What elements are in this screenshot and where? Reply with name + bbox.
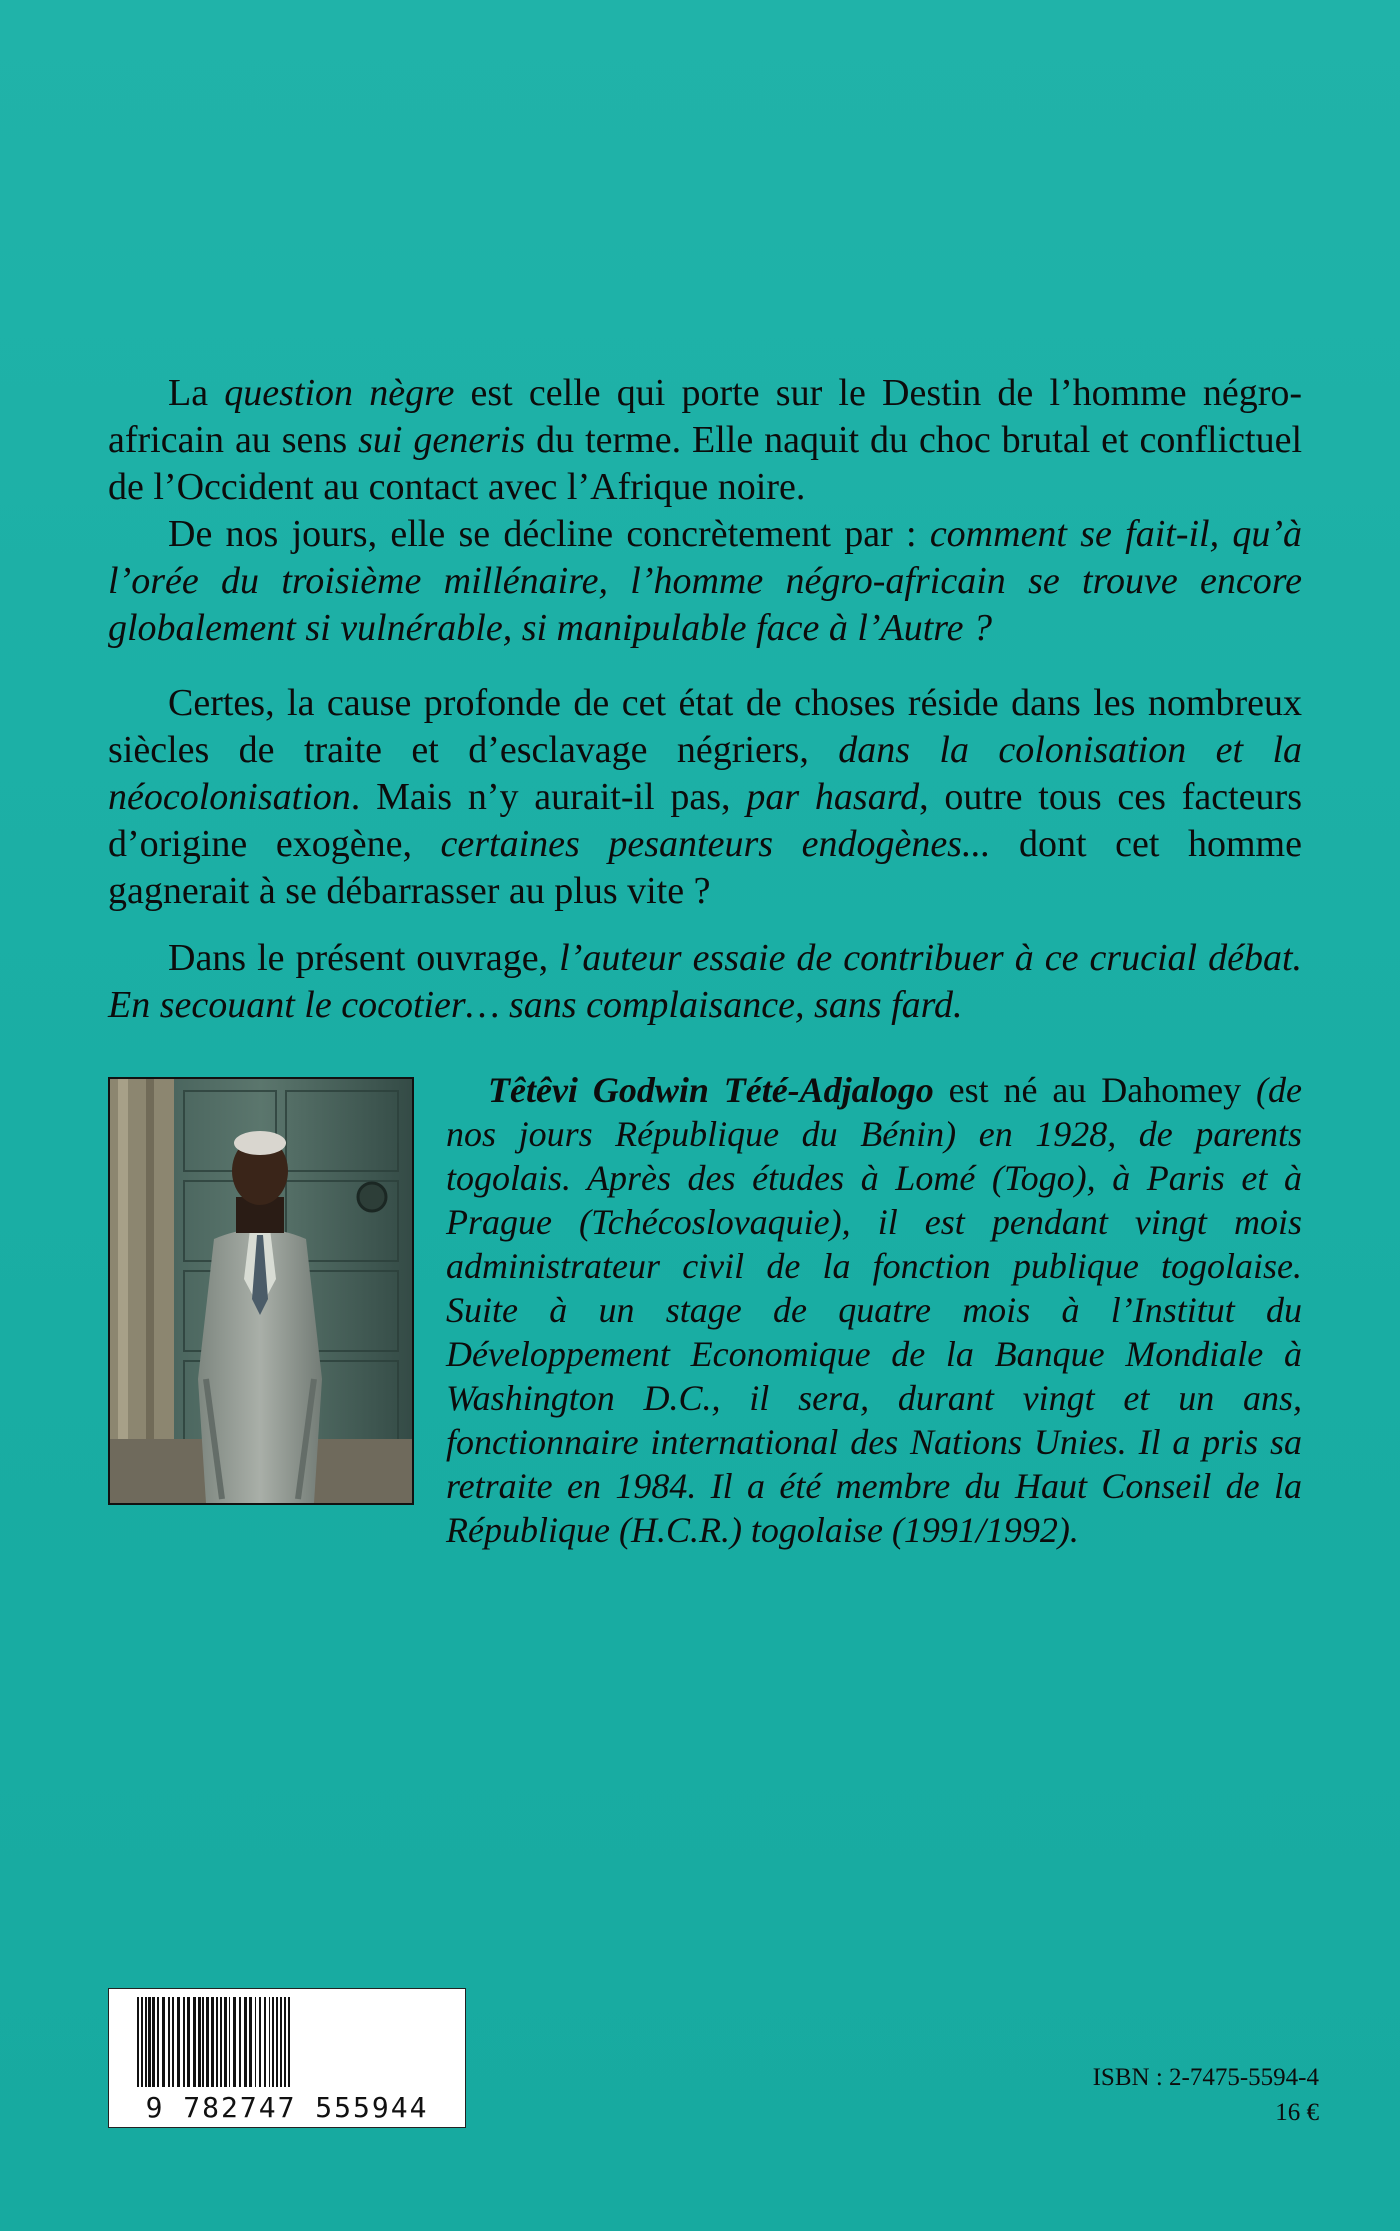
- barcode-bar: [137, 1997, 139, 2087]
- barcode-bar: [187, 1997, 190, 2087]
- text-run: est né au Dahomey: [933, 1070, 1257, 1110]
- isbn-label: ISBN : 2-7475-5594-4: [1092, 2064, 1319, 2091]
- author-bio: [446, 1068, 1302, 1552]
- italic-run: (de nos jours République du Bénin) en 1928, de parents togolais. Après des études à Lomé (Togo), à Paris et à Prague (Tchécoslovaquie), il est pendant vingt mois administrateur civil de la fonction publique togolaise. Suite à un stage de quatre mois à l’Institut du Développement Economique de la Banque Mondiale à Washington D.C., il sera, durant vingt et un ans, fonctionnaire international des Nations Unies. Il a pris sa retraite en 1984. Il a été membre du Haut Conseil de la République (H.C.R.) togolaise (1991/1992).: [446, 1070, 1303, 1550]
- barcode-bar: [168, 1997, 170, 2087]
- barcode-bar: [284, 1997, 286, 2087]
- italic-run: sui generis: [358, 419, 526, 461]
- barcode-bar: [280, 1997, 282, 2087]
- blurb-paragraph-4: [108, 935, 1302, 1029]
- barcode-bar: [229, 1997, 230, 2087]
- barcode-bar: [202, 1997, 204, 2087]
- author-photo-illustration: [110, 1079, 412, 1503]
- price-label: 16 €: [1275, 2099, 1319, 2126]
- text-run: dont cet homme gagnerait à se débarrasser au plus vite ?: [108, 823, 1302, 912]
- barcode-digits: 9 782747 555944: [145, 2091, 429, 2124]
- barcode-bar: [211, 1997, 214, 2087]
- italic-run: certaines pesanteurs endogènes...: [440, 823, 991, 865]
- barcode-bar: [276, 1997, 278, 2087]
- barcode-bar: [183, 1997, 185, 2087]
- barcode-bar: [157, 1997, 159, 2087]
- text-run: De nos jours, elle se décline concrètement par :: [168, 513, 930, 555]
- barcode-bar: [162, 1997, 165, 2087]
- text-run: du terme. Elle naquit du choc brutal et conflictuel de l’Occident au contact avec l’Afrique noire.: [108, 419, 1302, 508]
- italic-run: comment se fait-il, qu’à l’orée du troisième millénaire, l’homme négro-africain se trouve encore globalement si vulnérable, si manipulable face à l’Autre ?: [108, 513, 1302, 649]
- barcode-bar: [193, 1997, 196, 2087]
- text-run: Certes, la cause profonde de cet état de choses réside dans les nombreux siècles de traite et d’esclavage négriers,: [108, 682, 1302, 771]
- barcode-bar: [148, 1997, 151, 2087]
- barcode: [108, 1988, 466, 2128]
- italic-run: l’auteur essaie de contribuer à ce crucial débat. En secouant le cocotier… sans complaisance, sans fard.: [108, 937, 1303, 1026]
- text-run: Dans le présent ouvrage,: [168, 937, 560, 979]
- barcode-bar: [177, 1997, 180, 2087]
- text-run: est celle qui porte sur le Destin de l’homme négro-africain au sens: [108, 372, 1302, 461]
- barcode-bar: [206, 1997, 209, 2087]
- italic-run: question nègre: [224, 372, 455, 414]
- barcode-bar: [145, 1997, 147, 2087]
- barcode-bar: [259, 1997, 261, 2087]
- barcode-bar: [141, 1997, 143, 2087]
- barcode-bar: [220, 1997, 222, 2087]
- barcode-bar: [224, 1997, 227, 2087]
- barcode-bar: [272, 1997, 274, 2087]
- text-run: , outre tous ces facteurs d’origine exogène,: [108, 776, 1302, 865]
- text-run: La: [168, 372, 225, 414]
- blurb-paragraph-2: [108, 511, 1302, 652]
- barcode-bar: [198, 1997, 201, 2087]
- blurb-paragraph-1: [108, 370, 1302, 511]
- barcode-bar: [233, 1997, 236, 2087]
- barcode-bar: [264, 1997, 266, 2087]
- italic-run: dans la colonisation et la néocolonisation: [108, 729, 1302, 818]
- barcode-bar: [216, 1997, 218, 2087]
- barcode-bar: [239, 1997, 241, 2087]
- barcode-bar: [269, 1997, 270, 2087]
- blurb-paragraph-3: [108, 680, 1302, 915]
- barcode-bar: [288, 1997, 290, 2087]
- author-photo: [108, 1077, 414, 1505]
- barcode-bars: [109, 1989, 465, 2089]
- italic-run: par hasard: [746, 776, 920, 818]
- barcode-bar: [172, 1997, 174, 2087]
- barcode-bar: [152, 1997, 155, 2087]
- barcode-bar: [255, 1997, 256, 2087]
- text-run: . Mais n’y aurait-il pas,: [350, 776, 747, 818]
- barcode-bar: [249, 1997, 252, 2087]
- barcode-bar: [244, 1997, 247, 2087]
- author-name: Têtêvi Godwin Tété-Adjalogo: [488, 1070, 934, 1110]
